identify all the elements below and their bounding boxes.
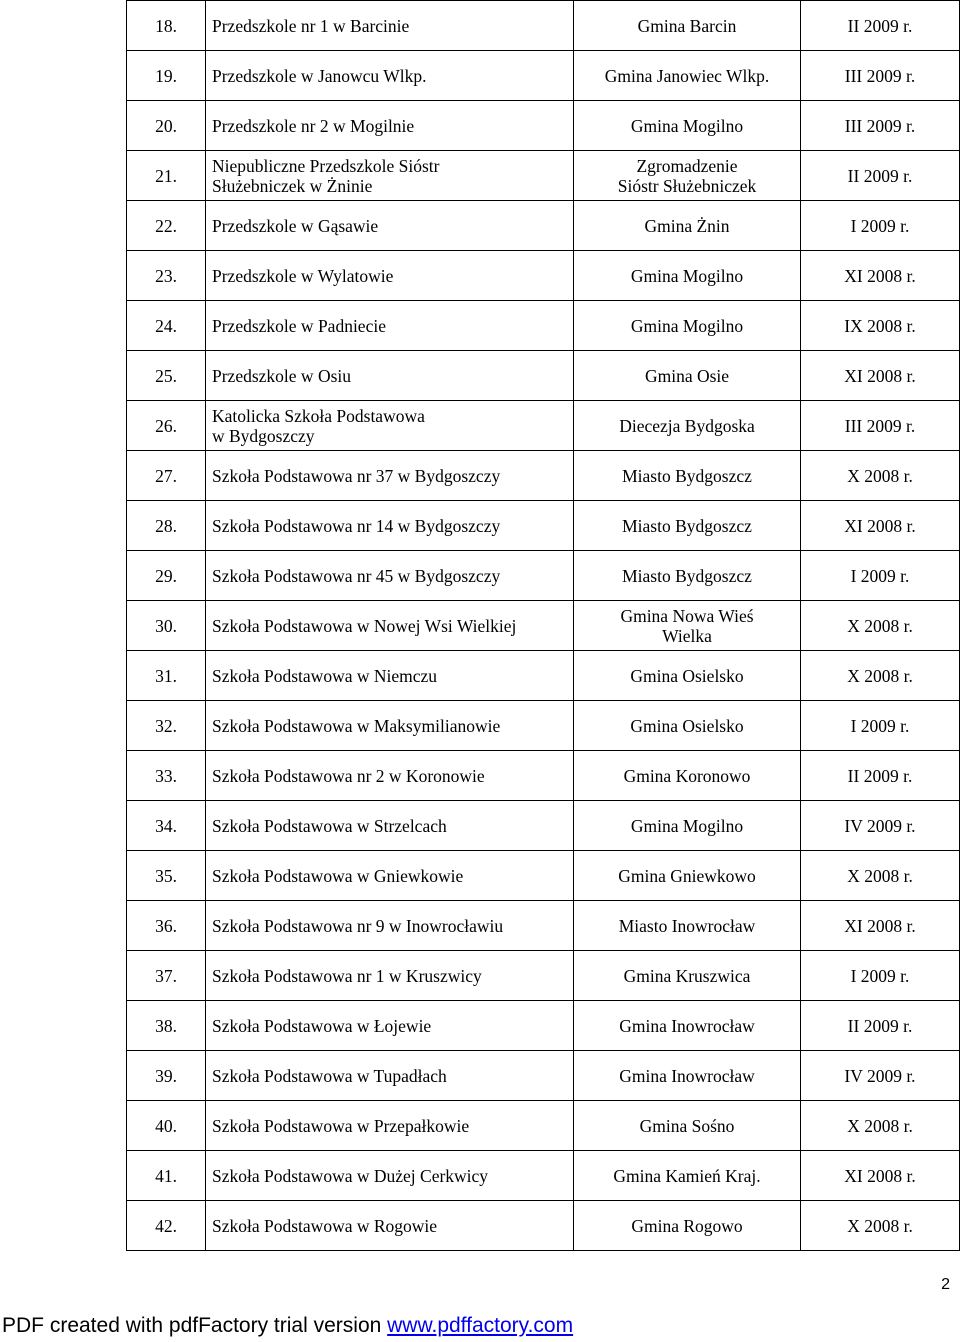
date-cell: II 2009 r. (801, 1001, 960, 1051)
authority-name: Gmina Gniewkowo (574, 851, 801, 901)
school-name: Szkoła Podstawowa w Dużej Cerkwicy (206, 1151, 574, 1201)
school-name: Szkoła Podstawowa nr 37 w Bydgoszczy (206, 451, 574, 501)
school-name: Przedszkole w Wylatowie (206, 251, 574, 301)
date-cell: X 2008 r. (801, 1201, 960, 1251)
row-number: 33. (127, 751, 206, 801)
row-number: 19. (127, 51, 206, 101)
row-number: 22. (127, 201, 206, 251)
row-number: 42. (127, 1201, 206, 1251)
table-body (127, 1, 960, 1251)
authority-name: Gmina Barcin (574, 1, 801, 51)
row-number: 20. (127, 101, 206, 151)
authority-name: Miasto Inowrocław (574, 901, 801, 951)
school-name: Szkoła Podstawowa nr 14 w Bydgoszczy (206, 501, 574, 551)
table-row (127, 1201, 960, 1251)
row-number: 40. (127, 1101, 206, 1151)
row-number: 24. (127, 301, 206, 351)
date-cell: XI 2008 r. (801, 351, 960, 401)
authority-name: Gmina Osielsko (574, 651, 801, 701)
table-row (127, 901, 960, 951)
school-name: Szkoła Podstawowa w Gniewkowie (206, 851, 574, 901)
school-name: Przedszkole w Janowcu Wlkp. (206, 51, 574, 101)
table-row (127, 1, 960, 51)
school-name: Szkoła Podstawowa w Łojewie (206, 1001, 574, 1051)
authority-name: Gmina Kruszwica (574, 951, 801, 1001)
date-cell: II 2009 r. (801, 1, 960, 51)
school-name: Szkoła Podstawowa w Strzelcach (206, 801, 574, 851)
row-number: 27. (127, 451, 206, 501)
row-number: 21. (127, 151, 206, 201)
authority-name: Gmina Inowrocław (574, 1001, 801, 1051)
school-name: Przedszkole w Osiu (206, 351, 574, 401)
authority-name: Gmina Janowiec Wlkp. (574, 51, 801, 101)
date-cell: III 2009 r. (801, 401, 960, 451)
table-row (127, 151, 960, 201)
school-name: Przedszkole w Padniecie (206, 301, 574, 351)
page-number: 2 (941, 1276, 950, 1293)
date-cell: X 2008 r. (801, 601, 960, 651)
authority-name: Gmina Mogilno (574, 801, 801, 851)
date-cell: IV 2009 r. (801, 801, 960, 851)
table-row (127, 651, 960, 701)
row-number: 35. (127, 851, 206, 901)
school-name: Szkoła Podstawowa nr 9 w Inowrocławiu (206, 901, 574, 951)
table-row (127, 851, 960, 901)
date-cell: XI 2008 r. (801, 1151, 960, 1201)
row-number: 34. (127, 801, 206, 851)
table-row (127, 1151, 960, 1201)
row-number: 28. (127, 501, 206, 551)
table-row (127, 401, 960, 451)
table-row (127, 501, 960, 551)
authority-name: Gmina Rogowo (574, 1201, 801, 1251)
date-cell: XI 2008 r. (801, 901, 960, 951)
school-name: Szkoła Podstawowa nr 2 w Koronowie (206, 751, 574, 801)
table-row (127, 451, 960, 501)
school-name: Szkoła Podstawowa w Rogowie (206, 1201, 574, 1251)
authority-name: Miasto Bydgoszcz (574, 551, 801, 601)
school-name: Szkoła Podstawowa w Niemczu (206, 651, 574, 701)
school-name: Szkoła Podstawowa w Przepałkowie (206, 1101, 574, 1151)
row-number: 38. (127, 1001, 206, 1051)
table-row (127, 951, 960, 1001)
school-name: Szkoła Podstawowa w Tupadłach (206, 1051, 574, 1101)
school-name: Niepubliczne Przedszkole Sióstr Służebniczek w Żninie (206, 151, 574, 201)
authority-name: Gmina Inowrocław (574, 1051, 801, 1101)
authority-name: Gmina Nowa Wieś Wielka (574, 601, 801, 651)
table-row (127, 601, 960, 651)
row-number: 23. (127, 251, 206, 301)
date-cell: I 2009 r. (801, 201, 960, 251)
school-name: Przedszkole nr 1 w Barcinie (206, 1, 574, 51)
date-cell: III 2009 r. (801, 51, 960, 101)
table-row (127, 251, 960, 301)
school-name: Przedszkole nr 2 w Mogilnie (206, 101, 574, 151)
date-cell: XI 2008 r. (801, 251, 960, 301)
table-row (127, 1001, 960, 1051)
date-cell: X 2008 r. (801, 651, 960, 701)
row-number: 41. (127, 1151, 206, 1201)
date-cell: X 2008 r. (801, 851, 960, 901)
table-row (127, 1051, 960, 1101)
authority-name: Gmina Mogilno (574, 101, 801, 151)
date-cell: X 2008 r. (801, 1101, 960, 1151)
table-row (127, 301, 960, 351)
authority-name: Gmina Sośno (574, 1101, 801, 1151)
authority-name: Gmina Osielsko (574, 701, 801, 751)
date-cell: XI 2008 r. (801, 501, 960, 551)
row-number: 31. (127, 651, 206, 701)
pdf-footer (2, 1314, 573, 1338)
row-number: 26. (127, 401, 206, 451)
date-cell: I 2009 r. (801, 551, 960, 601)
footer-link[interactable]: www.pdffactory.com (387, 1314, 574, 1337)
authority-name: Diecezja Bydgoska (574, 401, 801, 451)
authority-name: Gmina Kamień Kraj. (574, 1151, 801, 1201)
authority-name: Gmina Mogilno (574, 251, 801, 301)
row-number: 25. (127, 351, 206, 401)
authority-name: Gmina Żnin (574, 201, 801, 251)
school-name: Szkoła Podstawowa nr 1 w Kruszwicy (206, 951, 574, 1001)
footer-text: PDF created with pdfFactory trial version (2, 1314, 388, 1337)
date-cell: IX 2008 r. (801, 301, 960, 351)
date-cell: I 2009 r. (801, 701, 960, 751)
date-cell: III 2009 r. (801, 101, 960, 151)
school-list-table (126, 0, 960, 1251)
authority-name: Gmina Koronowo (574, 751, 801, 801)
row-number: 36. (127, 901, 206, 951)
table-row (127, 51, 960, 101)
date-cell: I 2009 r. (801, 951, 960, 1001)
authority-name: Gmina Osie (574, 351, 801, 401)
school-name: Szkoła Podstawowa nr 45 w Bydgoszczy (206, 551, 574, 601)
authority-name: Miasto Bydgoszcz (574, 451, 801, 501)
table-row (127, 201, 960, 251)
table-row (127, 751, 960, 801)
school-name: Szkoła Podstawowa w Maksymilianowie (206, 701, 574, 751)
row-number: 37. (127, 951, 206, 1001)
authority-name: Zgromadzenie Sióstr Służebniczek (574, 151, 801, 201)
date-cell: X 2008 r. (801, 451, 960, 501)
authority-name: Gmina Mogilno (574, 301, 801, 351)
row-number: 18. (127, 1, 206, 51)
table-row (127, 101, 960, 151)
table-row (127, 1101, 960, 1151)
table-row (127, 701, 960, 751)
date-cell: II 2009 r. (801, 151, 960, 201)
school-name: Katolicka Szkoła Podstawowa w Bydgoszczy (206, 401, 574, 451)
table-row (127, 551, 960, 601)
table-row (127, 351, 960, 401)
school-name: Przedszkole w Gąsawie (206, 201, 574, 251)
authority-name: Miasto Bydgoszcz (574, 501, 801, 551)
row-number: 39. (127, 1051, 206, 1101)
row-number: 32. (127, 701, 206, 751)
row-number: 29. (127, 551, 206, 601)
date-cell: II 2009 r. (801, 751, 960, 801)
date-cell: IV 2009 r. (801, 1051, 960, 1101)
school-name: Szkoła Podstawowa w Nowej Wsi Wielkiej (206, 601, 574, 651)
row-number: 30. (127, 601, 206, 651)
table-row (127, 801, 960, 851)
